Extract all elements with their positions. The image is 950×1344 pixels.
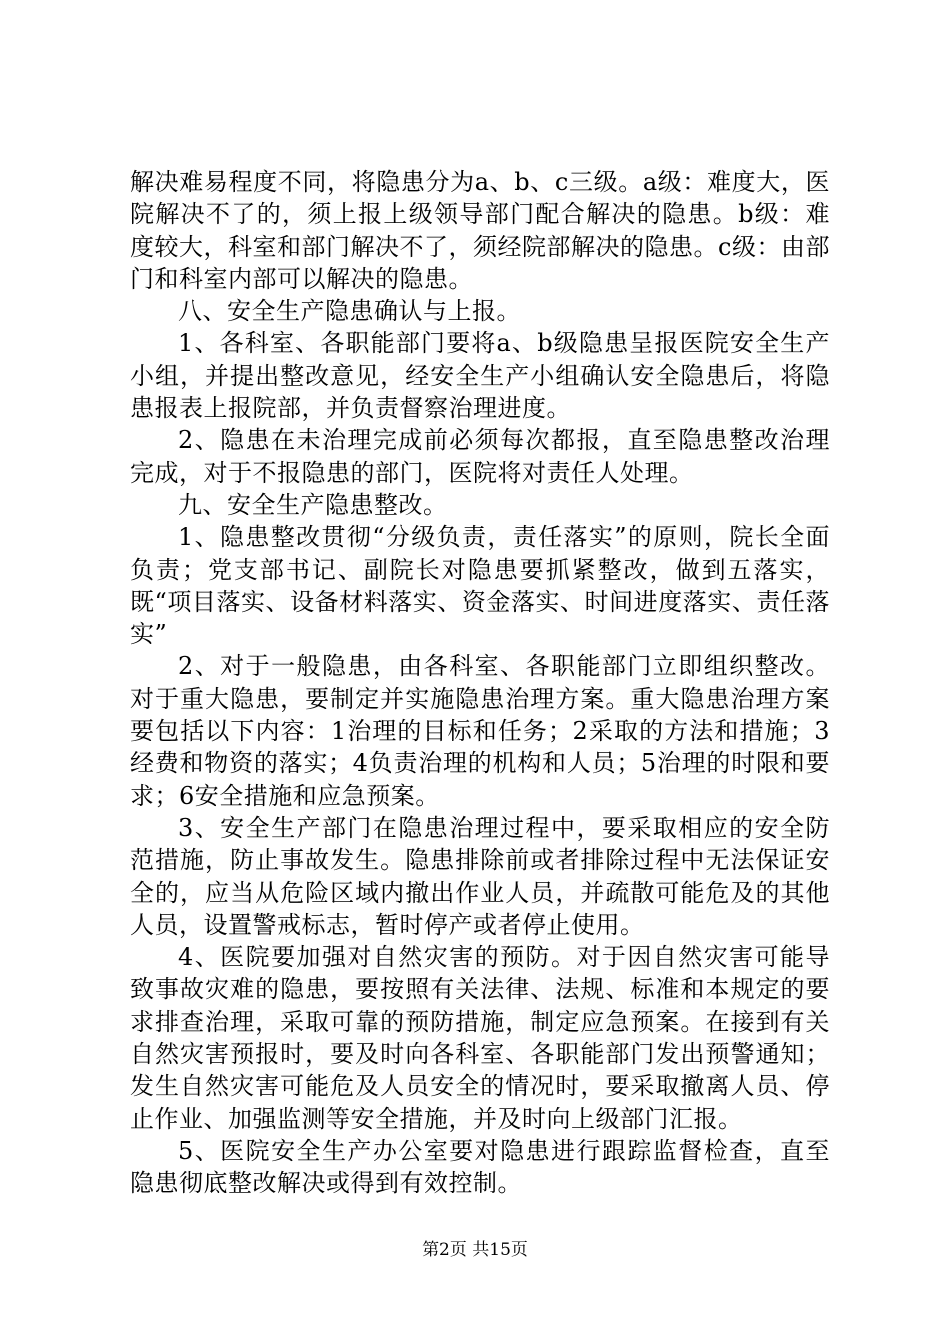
section-heading-8: 八、安全生产隐患确认与上报。: [178, 297, 521, 326]
paragraph-9-5: 5、医院安全生产办公室要对隐患进行跟踪监督检查，直至隐患彻底整改解决或得到有效控制。: [130, 1136, 830, 1198]
page-number-footer: 第2页 共15页: [422, 1240, 528, 1260]
paragraph-9-3: 3、安全生产部门在隐患治理过程中，要采取相应的安全防范措施，防止事故发生。隐患排除前或者排除过程中无法保证安全的，应当从危险区域内撤出作业人员，并疏散可能危及的其他人员，设置警戒标志，暂时停产或者停止使用。: [130, 813, 830, 939]
section-heading-9: 九、安全生产隐患整改。: [178, 490, 448, 519]
paragraph-9-1: 1、隐患整改贯彻“分级负责，责任落实”的原则，院长全面负责；党支部书记、副院长对隐患要抓紧整改，做到五落实，既“项目落实、设备材料落实、资金落实、时间进度落实、责任落实”: [130, 523, 830, 649]
paragraph-8-1: 1、各科室、各职能部门要将a、b级隐患呈报医院安全生产小组，并提出整改意见，经安全生产小组确认安全隐患后，将隐患报表上报院部，并负责督察治理进度。: [130, 329, 830, 423]
paragraph-8-2: 2、隐患在未治理完成前必须每次都报，直至隐患整改治理完成，对于不报隐患的部门，医院将对责任人处理。: [130, 426, 830, 487]
paragraph-9-2: 2、对于一般隐患，由各科室、各职能部门立即组织整改。对于重大隐患，要制定并实施隐患治理方案。重大隐患治理方案要包括以下内容：1治理的目标和任务；2采取的方法和措施；3经费和物资的落实；4负责治理的机构和人员；5治理的时限和要求；6安全措施和应急预案。: [130, 652, 830, 810]
paragraph-continuation: 解决难易程度不同，将隐患分为a、b、c三级。a级：难度大，医院解决不了的，须上报上级领导部门配合解决的隐患。b级：难度较大，科室和部门解决不了，须经院部解决的隐患。c级：由部门和科室内部可以解决的隐患。: [130, 168, 830, 293]
document-body: [130, 166, 830, 1200]
paragraph-9-4: 4、医院要加强对自然灾害的预防。对于因自然灾害可能导致事故灾难的隐患，要按照有关法律、法规、标准和本规定的要求排查治理，采取可靠的预防措施，制定应急预案。在接到有关自然灾害预报时，要及时向各科室、各职能部门发出预警通知；发生自然灾害可能危及人员安全的情况时，要采取撤离人员、停止作业、加强监测等安全措施，并及时向上级部门汇报。: [130, 943, 830, 1133]
